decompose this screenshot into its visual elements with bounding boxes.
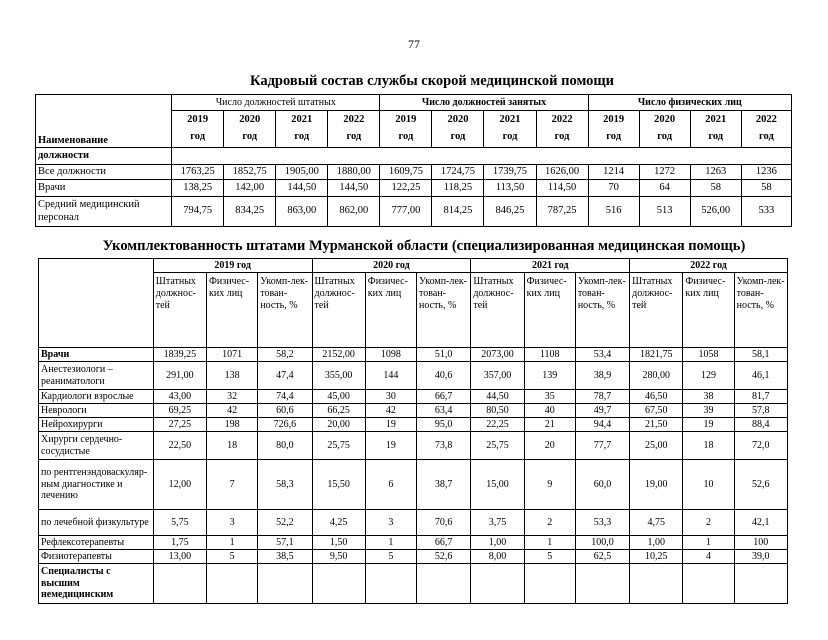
value-cell: 1 bbox=[524, 536, 575, 550]
table-row bbox=[39, 418, 788, 432]
year-header-cell bbox=[741, 111, 791, 148]
subheader-cell: Физичес-ких лиц bbox=[683, 273, 734, 348]
row-name-cell: Кардиологи взрослые bbox=[39, 390, 154, 404]
value-cell: 18 bbox=[207, 432, 258, 460]
value-cell: 10,25 bbox=[630, 550, 683, 564]
row-name-cell: Средний медицинский персонал bbox=[36, 197, 172, 227]
value-cell: 814,25 bbox=[432, 197, 484, 227]
year-label: 2021 bbox=[291, 114, 313, 125]
year-header-cell bbox=[639, 111, 690, 148]
table-row bbox=[36, 165, 792, 180]
row-header-line1: Наименование bbox=[38, 134, 108, 146]
value-cell bbox=[471, 564, 524, 604]
value-cell: 2 bbox=[524, 510, 575, 536]
value-cell: 12,00 bbox=[153, 460, 206, 510]
value-cell: 1108 bbox=[524, 348, 575, 362]
value-cell: 47,4 bbox=[258, 362, 312, 390]
value-cell: 113,50 bbox=[484, 180, 536, 197]
year-unit: год bbox=[242, 131, 258, 143]
value-cell: 58 bbox=[741, 180, 791, 197]
subheader-cell: Укомп-лек-тован-ность, % bbox=[575, 273, 629, 348]
year-label: 2020 bbox=[654, 114, 676, 125]
value-cell: 198 bbox=[207, 418, 258, 432]
value-cell: 777,00 bbox=[380, 197, 432, 227]
group-header: Число должностей штатных bbox=[172, 95, 380, 111]
value-cell: 2152,00 bbox=[312, 348, 365, 362]
row-name-cell: Врачи bbox=[36, 180, 172, 197]
value-cell: 57,8 bbox=[734, 404, 787, 418]
value-cell: 1263 bbox=[690, 165, 741, 180]
value-cell: 19 bbox=[365, 418, 416, 432]
value-cell: 58 bbox=[690, 180, 741, 197]
year-unit: год bbox=[657, 131, 673, 143]
year-unit: год bbox=[758, 131, 774, 143]
value-cell: 66,25 bbox=[312, 404, 365, 418]
value-cell: 18 bbox=[683, 432, 734, 460]
value-cell: 1272 bbox=[639, 165, 690, 180]
value-cell: 39 bbox=[683, 404, 734, 418]
value-cell: 21,50 bbox=[630, 418, 683, 432]
value-cell: 19,00 bbox=[630, 460, 683, 510]
value-cell: 62,5 bbox=[575, 550, 629, 564]
value-cell: 70,6 bbox=[417, 510, 471, 536]
value-cell: 100,0 bbox=[575, 536, 629, 550]
value-cell bbox=[683, 564, 734, 604]
value-cell: 66,7 bbox=[417, 536, 471, 550]
year-label: 2022 bbox=[343, 114, 365, 125]
value-cell: 726,6 bbox=[258, 418, 312, 432]
value-cell: 8,00 bbox=[471, 550, 524, 564]
value-cell: 138 bbox=[207, 362, 258, 390]
value-cell: 144,50 bbox=[276, 180, 328, 197]
value-cell: 794,75 bbox=[172, 197, 224, 227]
value-cell: 44,50 bbox=[471, 390, 524, 404]
row-name-cell: Хирурги сердечно-сосудистые bbox=[39, 432, 154, 460]
table1-body bbox=[36, 165, 792, 227]
value-cell: 1,00 bbox=[471, 536, 524, 550]
value-cell: 19 bbox=[365, 432, 416, 460]
value-cell: 3,75 bbox=[471, 510, 524, 536]
value-cell: 122,25 bbox=[380, 180, 432, 197]
value-cell: 43,00 bbox=[153, 390, 206, 404]
value-cell: 45,00 bbox=[312, 390, 365, 404]
value-cell: 1905,00 bbox=[276, 165, 328, 180]
value-cell: 1626,00 bbox=[536, 165, 588, 180]
years-header-row bbox=[39, 259, 788, 273]
year-header-cell bbox=[432, 111, 484, 148]
value-cell: 1821,75 bbox=[630, 348, 683, 362]
value-cell bbox=[575, 564, 629, 604]
row-name-cell: Все должности bbox=[36, 165, 172, 180]
row-name-cell: по лечебной физкультуре bbox=[39, 510, 154, 536]
value-cell: 100 bbox=[734, 536, 787, 550]
year-label: 2020 bbox=[447, 114, 469, 125]
value-cell: 5 bbox=[365, 550, 416, 564]
value-cell: 118,25 bbox=[432, 180, 484, 197]
value-cell: 3 bbox=[365, 510, 416, 536]
table-row bbox=[39, 404, 788, 418]
value-cell: 280,00 bbox=[630, 362, 683, 390]
value-cell: 1839,25 bbox=[153, 348, 206, 362]
value-cell: 72,0 bbox=[734, 432, 787, 460]
subheader-cell: Укомп-лек-тован-ность, % bbox=[258, 273, 312, 348]
value-cell: 32 bbox=[207, 390, 258, 404]
value-cell: 80,50 bbox=[471, 404, 524, 418]
value-cell: 13,00 bbox=[153, 550, 206, 564]
value-cell: 513 bbox=[639, 197, 690, 227]
value-cell: 42 bbox=[365, 404, 416, 418]
value-cell: 38,7 bbox=[417, 460, 471, 510]
value-cell: 40 bbox=[524, 404, 575, 418]
value-cell bbox=[630, 564, 683, 604]
value-cell: 516 bbox=[588, 197, 639, 227]
table-row bbox=[39, 390, 788, 404]
subheader-cell: Штатных должнос-тей bbox=[471, 273, 524, 348]
value-cell: 58,1 bbox=[734, 348, 787, 362]
row-name-cell: Физиотерапевты bbox=[39, 550, 154, 564]
value-cell: 10 bbox=[683, 460, 734, 510]
value-cell: 787,25 bbox=[536, 197, 588, 227]
value-cell: 7 bbox=[207, 460, 258, 510]
year-header-cell: 2019 год bbox=[153, 259, 312, 273]
value-cell: 834,25 bbox=[224, 197, 276, 227]
row-name-cell: Анестезиологи – реаниматологи bbox=[39, 362, 154, 390]
group-header: Число физических лиц bbox=[588, 95, 791, 111]
year-header-cell bbox=[588, 111, 639, 148]
value-cell: 15,50 bbox=[312, 460, 365, 510]
value-cell: 1236 bbox=[741, 165, 791, 180]
value-cell: 526,00 bbox=[690, 197, 741, 227]
row-name-cell: Рефлексотерапевты bbox=[39, 536, 154, 550]
subheader-cell: Штатных должнос-тей bbox=[312, 273, 365, 348]
value-cell: 1058 bbox=[683, 348, 734, 362]
value-cell: 53,3 bbox=[575, 510, 629, 536]
value-cell: 64 bbox=[639, 180, 690, 197]
value-cell: 138,25 bbox=[172, 180, 224, 197]
value-cell: 4,25 bbox=[312, 510, 365, 536]
year-unit: год bbox=[708, 131, 724, 143]
value-cell: 80,0 bbox=[258, 432, 312, 460]
row-name-cell: Специалисты с высшим немедицинским bbox=[39, 564, 154, 604]
value-cell: 67,50 bbox=[630, 404, 683, 418]
year-header-cell bbox=[224, 111, 276, 148]
year-header-cell bbox=[690, 111, 741, 148]
table-row bbox=[39, 550, 788, 564]
value-cell: 1214 bbox=[588, 165, 639, 180]
subheader-cell: Физичес-ких лиц bbox=[365, 273, 416, 348]
row-name-cell: Неврологи bbox=[39, 404, 154, 418]
value-cell bbox=[365, 564, 416, 604]
value-cell: 46,1 bbox=[734, 362, 787, 390]
value-cell: 63,4 bbox=[417, 404, 471, 418]
value-cell: 862,00 bbox=[328, 197, 380, 227]
value-cell: 846,25 bbox=[484, 197, 536, 227]
row-name-cell: Врачи bbox=[39, 348, 154, 362]
value-cell: 1,50 bbox=[312, 536, 365, 550]
value-cell: 144 bbox=[365, 362, 416, 390]
value-cell: 77,7 bbox=[575, 432, 629, 460]
value-cell: 5 bbox=[524, 550, 575, 564]
value-cell: 25,75 bbox=[312, 432, 365, 460]
subheader-cell: Физичес-ких лиц bbox=[524, 273, 575, 348]
value-cell bbox=[734, 564, 787, 604]
value-cell: 38 bbox=[683, 390, 734, 404]
table1-title: Кадровый состав службы скорой медицинской помощи bbox=[250, 73, 614, 89]
value-cell: 22,50 bbox=[153, 432, 206, 460]
year-header-cell bbox=[484, 111, 536, 148]
page-number: 77 bbox=[408, 37, 420, 51]
value-cell: 66,7 bbox=[417, 390, 471, 404]
year-unit: год bbox=[346, 131, 362, 143]
year-unit: год bbox=[398, 131, 414, 143]
value-cell: 144,50 bbox=[328, 180, 380, 197]
year-header-cell: 2020 год bbox=[312, 259, 471, 273]
value-cell: 1852,75 bbox=[224, 165, 276, 180]
value-cell: 53,4 bbox=[575, 348, 629, 362]
year-header-cell bbox=[328, 111, 380, 148]
year-unit: год bbox=[606, 131, 622, 143]
year-header-cell bbox=[172, 111, 224, 148]
year-header-cell bbox=[380, 111, 432, 148]
year-label: 2021 bbox=[705, 114, 727, 125]
year-label: 2019 bbox=[187, 114, 209, 125]
year-unit: год bbox=[450, 131, 466, 143]
value-cell: 58,3 bbox=[258, 460, 312, 510]
value-cell: 51,0 bbox=[417, 348, 471, 362]
subheader-cell: Физичес-ких лиц bbox=[207, 273, 258, 348]
value-cell: 15,00 bbox=[471, 460, 524, 510]
value-cell: 38,5 bbox=[258, 550, 312, 564]
value-cell: 533 bbox=[741, 197, 791, 227]
value-cell: 74,4 bbox=[258, 390, 312, 404]
value-cell: 39,0 bbox=[734, 550, 787, 564]
value-cell bbox=[153, 564, 206, 604]
year-label: 2021 bbox=[499, 114, 521, 125]
table-row bbox=[39, 536, 788, 550]
subheader-cell: Укомп-лек-тован-ность, % bbox=[417, 273, 471, 348]
table-row bbox=[36, 180, 792, 197]
year-header-cell: 2022 год bbox=[630, 259, 788, 273]
value-cell: 22,25 bbox=[471, 418, 524, 432]
value-cell: 52,2 bbox=[258, 510, 312, 536]
year-unit: год bbox=[502, 131, 518, 143]
value-cell: 58,2 bbox=[258, 348, 312, 362]
value-cell: 1098 bbox=[365, 348, 416, 362]
year-header-cell bbox=[276, 111, 328, 148]
value-cell: 3 bbox=[207, 510, 258, 536]
year-label: 2022 bbox=[755, 114, 777, 125]
value-cell bbox=[417, 564, 471, 604]
year-unit: год bbox=[190, 131, 206, 143]
subheader-cell: Штатных должнос-тей bbox=[630, 273, 683, 348]
value-cell: 60,6 bbox=[258, 404, 312, 418]
value-cell: 25,00 bbox=[630, 432, 683, 460]
value-cell: 52,6 bbox=[417, 550, 471, 564]
value-cell: 20 bbox=[524, 432, 575, 460]
value-cell: 60,0 bbox=[575, 460, 629, 510]
value-cell: 114,50 bbox=[536, 180, 588, 197]
value-cell: 88,4 bbox=[734, 418, 787, 432]
value-cell: 57,1 bbox=[258, 536, 312, 550]
value-cell: 355,00 bbox=[312, 362, 365, 390]
value-cell bbox=[312, 564, 365, 604]
year-label: 2019 bbox=[395, 114, 417, 125]
value-cell: 5 bbox=[207, 550, 258, 564]
year-unit: год bbox=[554, 131, 570, 143]
value-cell bbox=[207, 564, 258, 604]
table-row bbox=[39, 460, 788, 510]
table-row bbox=[39, 362, 788, 390]
value-cell: 38,9 bbox=[575, 362, 629, 390]
value-cell: 20,00 bbox=[312, 418, 365, 432]
value-cell: 1609,75 bbox=[380, 165, 432, 180]
value-cell: 78,7 bbox=[575, 390, 629, 404]
value-cell: 94,4 bbox=[575, 418, 629, 432]
value-cell bbox=[524, 564, 575, 604]
row-header-cell bbox=[36, 95, 172, 148]
value-cell: 19 bbox=[683, 418, 734, 432]
value-cell: 42,1 bbox=[734, 510, 787, 536]
year-header-cell: 2021 год bbox=[471, 259, 630, 273]
value-cell: 95,0 bbox=[417, 418, 471, 432]
year-label: 2019 bbox=[603, 114, 625, 125]
value-cell: 142,00 bbox=[224, 180, 276, 197]
subheader-cell: Штатных должнос-тей bbox=[153, 273, 206, 348]
value-cell: 27,25 bbox=[153, 418, 206, 432]
group-header: Число должностей занятых bbox=[380, 95, 588, 111]
value-cell: 46,50 bbox=[630, 390, 683, 404]
value-cell: 40,6 bbox=[417, 362, 471, 390]
value-cell: 73,8 bbox=[417, 432, 471, 460]
table-row bbox=[39, 348, 788, 362]
value-cell: 291,00 bbox=[153, 362, 206, 390]
empty-header-cell bbox=[39, 259, 154, 348]
value-cell: 1,75 bbox=[153, 536, 206, 550]
value-cell: 70 bbox=[588, 180, 639, 197]
value-cell: 35 bbox=[524, 390, 575, 404]
row-name-cell: Нейрохирурги bbox=[39, 418, 154, 432]
value-cell: 25,75 bbox=[471, 432, 524, 460]
subheader-cell: Укомп-лек-тован-ность, % bbox=[734, 273, 787, 348]
value-cell: 2073,00 bbox=[471, 348, 524, 362]
year-label: 2020 bbox=[239, 114, 261, 125]
value-cell: 1724,75 bbox=[432, 165, 484, 180]
staffing-table-specialized bbox=[38, 258, 788, 604]
value-cell: 1 bbox=[365, 536, 416, 550]
value-cell: 21 bbox=[524, 418, 575, 432]
value-cell: 42 bbox=[207, 404, 258, 418]
table-row bbox=[36, 197, 792, 227]
blank-header-cell bbox=[172, 148, 792, 165]
value-cell: 4,75 bbox=[630, 510, 683, 536]
table2-title: Укомплектованность штатами Мурманской области (специализированная медицинская помощь) bbox=[102, 238, 746, 254]
value-cell: 5,75 bbox=[153, 510, 206, 536]
value-cell: 129 bbox=[683, 362, 734, 390]
row-header-line2: должности bbox=[36, 148, 172, 165]
table-row bbox=[39, 564, 788, 604]
value-cell: 1763,25 bbox=[172, 165, 224, 180]
value-cell: 6 bbox=[365, 460, 416, 510]
value-cell: 1 bbox=[683, 536, 734, 550]
value-cell: 9 bbox=[524, 460, 575, 510]
value-cell: 1880,00 bbox=[328, 165, 380, 180]
value-cell: 1071 bbox=[207, 348, 258, 362]
value-cell bbox=[258, 564, 312, 604]
value-cell: 9,50 bbox=[312, 550, 365, 564]
table2-body bbox=[39, 348, 788, 604]
row-name-cell: по рентгенэндоваскуляр-ным диагностике и лечению bbox=[39, 460, 154, 510]
value-cell: 2 bbox=[683, 510, 734, 536]
year-label: 2022 bbox=[551, 114, 573, 125]
staffing-table-ambulance bbox=[35, 94, 792, 227]
year-header-cell bbox=[536, 111, 588, 148]
year-unit: год bbox=[294, 131, 310, 143]
value-cell: 81,7 bbox=[734, 390, 787, 404]
value-cell: 4 bbox=[683, 550, 734, 564]
value-cell: 49,7 bbox=[575, 404, 629, 418]
value-cell: 1,00 bbox=[630, 536, 683, 550]
value-cell: 52,6 bbox=[734, 460, 787, 510]
value-cell: 863,00 bbox=[276, 197, 328, 227]
value-cell: 30 bbox=[365, 390, 416, 404]
value-cell: 357,00 bbox=[471, 362, 524, 390]
table-row bbox=[39, 432, 788, 460]
value-cell: 139 bbox=[524, 362, 575, 390]
value-cell: 69,25 bbox=[153, 404, 206, 418]
value-cell: 1739,75 bbox=[484, 165, 536, 180]
table-row bbox=[39, 510, 788, 536]
value-cell: 1 bbox=[207, 536, 258, 550]
